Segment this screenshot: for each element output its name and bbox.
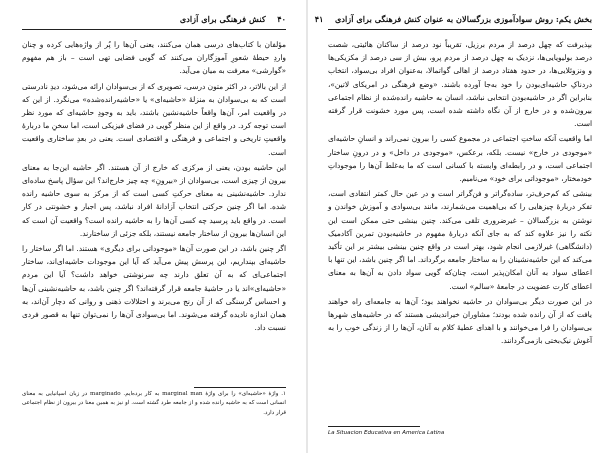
- right-page-number: ۴۱: [314, 14, 324, 24]
- paragraph: در این صورت دیگر بی‌سوادان در حاشیه نخواهند بود؛ آن‌ها به جامعه‌ای راه خواهند یافت که از آن رانده شده بودند؛ مشاوران خیراندیشی هستند که در حاشیه‌های شهرها بی‌سوادان را فرا می‌خوانند و با اهدای عطیهٔ کلام به آنان، آن‌ها را از زندگی خوب را به آغوش نیک‌بختی بازمی‌گردانند.: [328, 296, 592, 346]
- left-page: [0, 0, 306, 453]
- right-footnote: La Situacion Educativa en America Latina: [328, 430, 445, 436]
- left-header-rule: [22, 29, 286, 30]
- left-page-number: ۴۰: [277, 14, 286, 24]
- right-header-rule: [328, 29, 592, 30]
- left-footnote-rule: [194, 387, 286, 388]
- paragraph: اگر چنین باشد، در این صورت آن‌ها «موجوداتی برای دیگری» هستند. اما اگر ساختار را حاشیه‌ای بپنداریم، این پرسش پیش می‌آید که آیا این موجودات حاشیه‌ای‌اند، ساختار اجتماعی‌ای که به آن تعلق دارند چه سرنوشتی خواهد داشت؟ آیا این مردم «حاشیه‌ای»اند یا در حاشیهٔ جامعه قرار گرفته‌اند؟ اگر چنین باشد، به حاشیه‌نشینی آن‌ها و احساس گرسنگی که از آن رنج می‌برند و اختلالات ذهنی و روانی که دچار آن‌اند، به همان اندازه نادیده گرفته می‌شوند. اما بی‌سوادی آن‌ها را نمی‌توان تنها به قصور فردی نسبت داد.: [22, 244, 286, 333]
- right-page: [308, 0, 614, 453]
- paragraph: اما واقعیت آنکه ساختِ اجتماعی در مجموع کسی را بیرون نمی‌راند و انسانِ حاشیه‌ای «موجودی در خارج» نیست. بلکه، برعکس، «موجودی در داخل» و در درونِ ساختار اجتماعی است، و در رابطه‌ای وابسته با کسانی است که ما به‌غلط آن‌ها را موجوداتِ خودمختار، «موجوداتی برای خود» می‌نامیم.: [328, 134, 592, 184]
- right-page-header: [314, 14, 592, 30]
- right-page-body: [328, 38, 592, 350]
- paragraph: بینشی که کم‌حرف‌تر، ساده‌گراتر و فن‌گراتر است و در عین حال کمتر انتقادی است، تفکر دربارهٔ چیزهایی را که بی‌اهمیت می‌شمارند، مانند بی‌سوادی و آموزش خواندن و نوشتن به بزرگسالان – غیرضروری تلقی می‌کند. چنین بینشی حتی ممکن است این نکته را نیز علاوه کند که به‌ جای آنکه دربارهٔ مفهوم در حاشیه‌بودن تمرین آکادمیک (دانشگاهی) غیرلازمی انجام شود، بهتر است در واقع چنین بینشی بیشتر بر این تأکید می‌کند که این حاشیه‌نشینان را به ساختار جامعه برگرداند. اما اگر چنین باشد، این تنها با اعطای سواد به آنان امکان‌پذیر است، چنان‌که گویی سواد دادن به آن‌ها به معنای اعطای کارت عضویت در جامعهٔ «سالم» است.: [328, 189, 592, 291]
- paragraph: از این بالاتر، در اکثر متون درسی، تصویری که از بی‌سوادان ارائه می‌شود، دیدِ نادرستی است که به بی‌سوادان به منزلهٔ «حاشیه‌ای» یا «حاشیه‌رانده‌شده» می‌نگرد. از این که در واقعیت امر، آن‌ها واقعاً حاشیه‌نشین باشند، باید به وجودِ حاشیه‌ای که مورد نظر است توجه کرد. در واقع از این منظر گویی در فضای فیزیکی است، اما سخنِ ما دربارهٔ واقعیتِ تاریخی و اجتماعی و فرهنگی و اقتصادی است. یعنی در بعدِ ساختاری واقعیت است.: [22, 81, 286, 157]
- paragraph: این حاشیه بودن، یعنی از مرکزی که خارج از آن هستند. اگر حاشیه این‌جا به معنای بیرون از چیزی است، بی‌سوادان از «بیرونِ» چه چیز خارج‌اند؟ این سؤال پاسخ ساده‌ای ندارد. حاشیه‌نشینی به معنای حرکتِ کسی است که از مرکز به سوی حاشیه رانده شده. اما اگر چنین حرکتی انتخاب آزادانهٔ افراد نباشد، پس اجبار و خشونتی در کار است. در واقع باید پرسید چه کسی آن‌ها را به حاشیه رانده است؟ واقعیت آن است که این انسان‌ها بیرون از ساختار جامعه نیستند، بلکه جزئی از ساختارند.: [22, 162, 286, 238]
- paragraph: بپذیرفت که چهل درصد از مردم برزیل، تقریباً نود درصد از ساکنان هائیتی، شصت درصد بولیویایی‌ها، نزدیک به چهل درصد از مردم پرو، بیش از سی درصد از مکزیکی‌ها و ونزوئلایی‌ها، در حدود هفتاد درصد از اهالی گواتمالا، به‌عنوان افراد بی‌سواد، انتخاب دردناکِ حاشیه‌ای‌بودن را خود به‌جا آورده باشند. «وضع فرهنگی در امریکای لاتین»، بنابراین اگر در حاشیه‌بودن انتخابی نباشد، انسان به حاشیه رانده‌شده از نظام اجتماعی بیرون‌شده و در خارج از آن نگاه داشته شده است، پس مورد خشونت قرار گرفته است.: [328, 40, 592, 129]
- left-footnote: ۱. واژهٔ «حاشیه‌ای» را برای واژهٔ marginal man به کار برده‌ایم. marginado در زبان اسپانیایی به معنای انسانی است که به حاشیه رانده شده و از جامعه طرد گشته است. او نیز به همین معنا در بیرون از نظام اجتماعی قرار دارد.: [22, 391, 286, 416]
- left-page-body: [22, 38, 286, 336]
- right-footnote-rule: [328, 426, 420, 427]
- paragraph: مؤلفان با کتاب‌های درسی همان می‌کنند، یعنی آن‌ها را پُر از واژه‌هایی کرده و چنان واردِ حیطهٔ شعورِ آموزگاران می‌کنند که گویی فضایی تهی است – باز هم مفهوم «گوارشی» معرفت به میان می‌آید.: [22, 40, 286, 76]
- right-running-title: بخش یکم: روش سوادآموزی بزرگسالان به عنوان کنش فرهنگی برای آزادی: [334, 14, 592, 24]
- left-page-header: [22, 14, 286, 30]
- left-running-title: کنش فرهنگی برای آزادی: [179, 14, 266, 24]
